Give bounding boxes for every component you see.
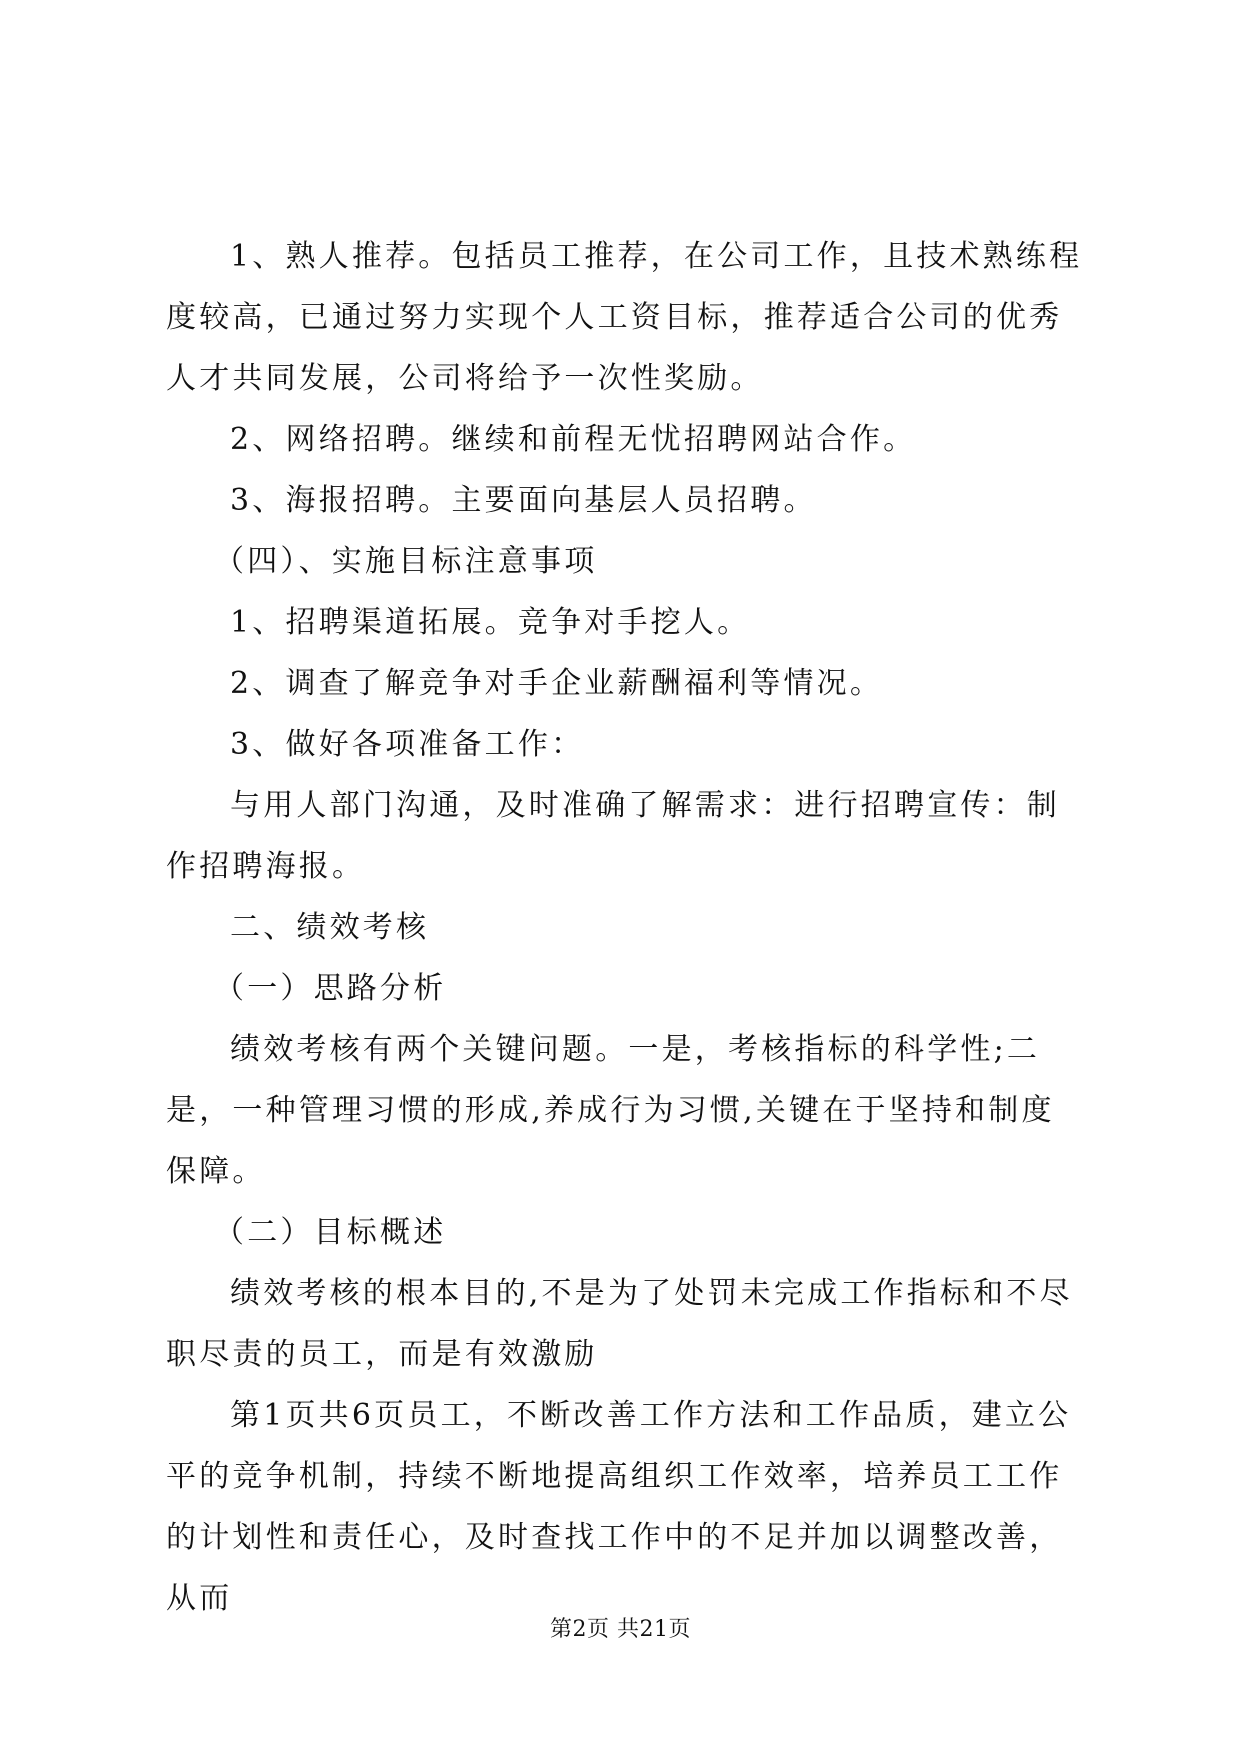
subsection-heading-overview: （二）目标概述	[214, 1215, 447, 1250]
section-heading-performance: 二、绩效考核	[230, 910, 430, 945]
paragraph-competitor-survey: 2、调查了解竞争对手企业薪酬福利等情况。	[230, 666, 884, 701]
paragraph-referral: 1、熟人推荐。包括员工推荐，在公司工作，且技术熟练程度较高，已通过努力实现个人工资目标，推荐适合公司的优秀人才共同发展，公司将给予一次性奖励。	[166, 239, 1083, 396]
subsection-heading-analysis: （一）思路分析	[214, 971, 447, 1006]
page-footer: 第2页 共21页	[550, 1617, 691, 1642]
paragraph-purpose: 绩效考核的根本目的,不是为了处罚未完成工作指标和不尽职尽责的员工，而是有效激励	[166, 1276, 1073, 1372]
paragraph-continuation: 第1页共6页员工，不断改善工作方法和工作品质，建立公平的竞争机制，持续不断地提高组织工作效率，培养员工工作的计划性和责任心，及时查找工作中的不足并加以调整改善，从而	[166, 1398, 1072, 1616]
paragraph-online-recruiting: 2、网络招聘。继续和前程无忧招聘网站合作。	[230, 422, 917, 457]
paragraph-department-communication: 与用人部门沟通，及时准确了解需求：进行招聘宣传：制作招聘海报。	[166, 788, 1060, 884]
paragraph-preparation: 3、做好各项准备工作：	[230, 727, 585, 762]
document-body	[166, 226, 1086, 1629]
paragraph-channel-expansion: 1、招聘渠道拓展。竞争对手挖人。	[230, 605, 751, 640]
paragraph-poster-recruiting: 3、海报招聘。主要面向基层人员招聘。	[230, 483, 817, 518]
paragraph-key-issues: 绩效考核有两个关键问题。一是，考核指标的科学性;二是，一种管理习惯的形成,养成行为习惯,关键在于坚持和制度保障。	[166, 1032, 1055, 1189]
section-heading-notes: （四）、实施目标注意事项	[214, 544, 598, 579]
